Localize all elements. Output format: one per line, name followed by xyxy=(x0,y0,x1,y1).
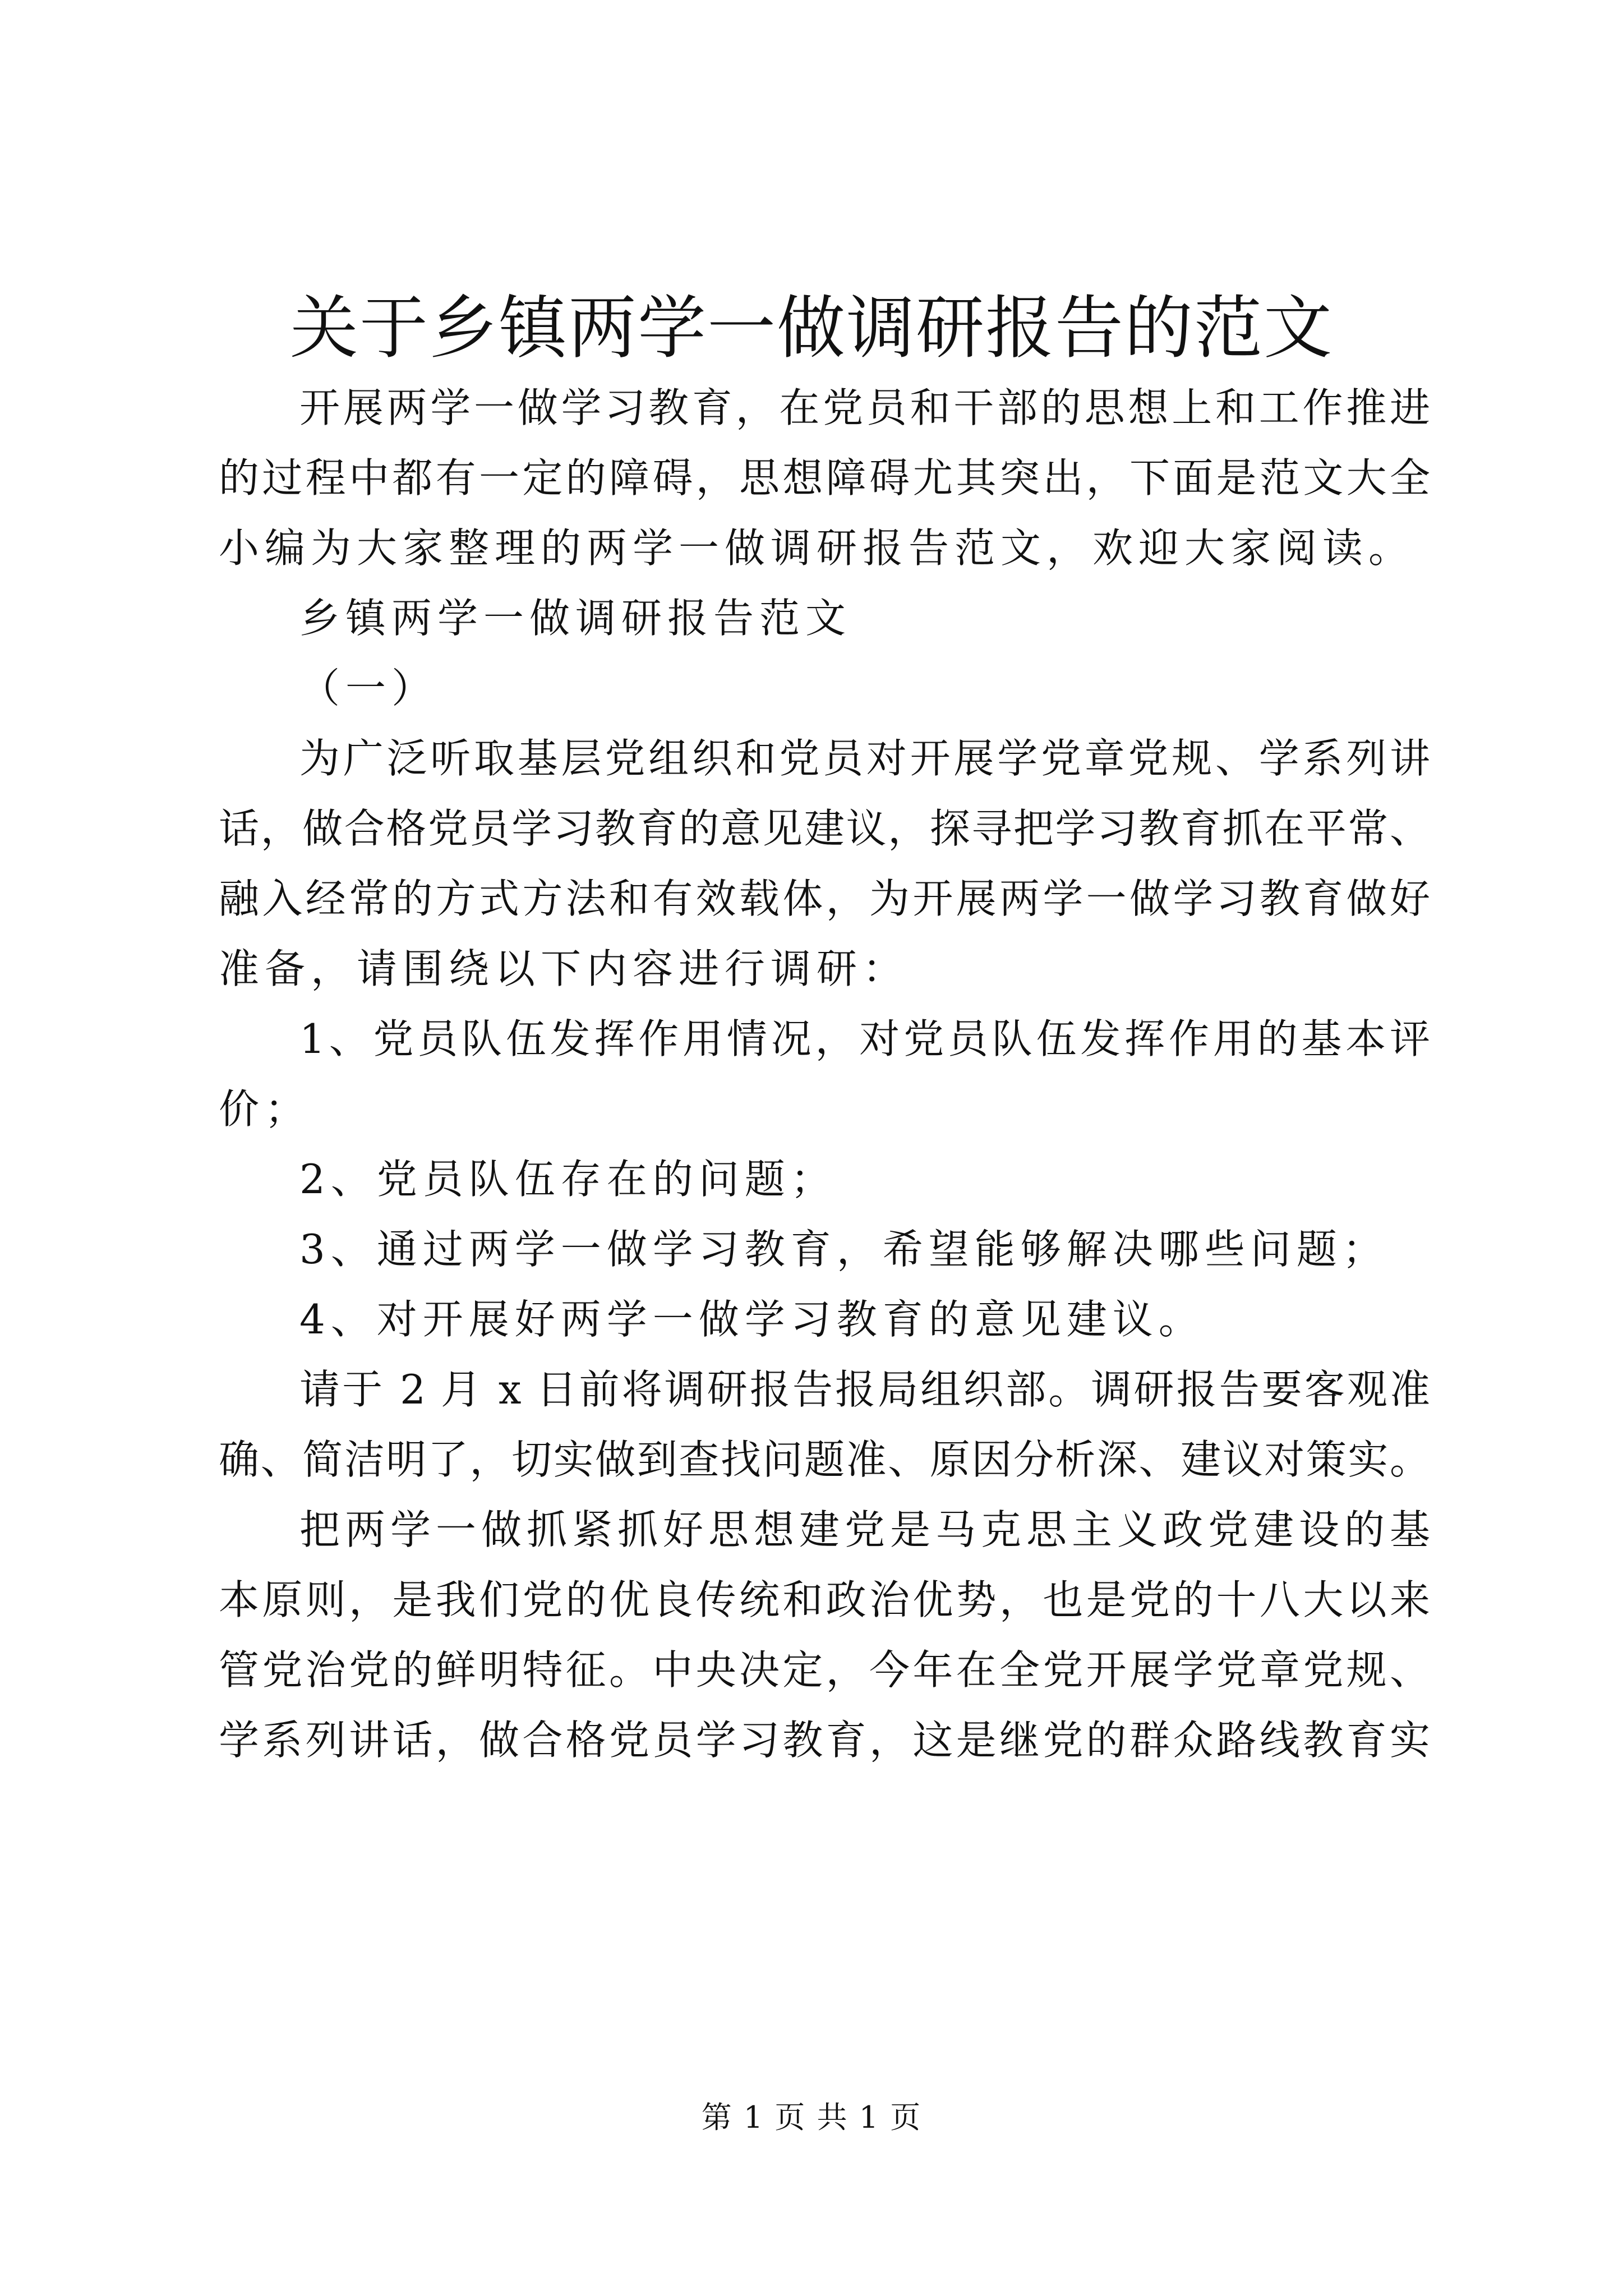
page-footer: 第 1 页 共 1 页 xyxy=(701,2100,922,2135)
document-body xyxy=(219,373,1430,1775)
body-line-19: 管党治党的鲜明特征。中央决定，今年在全党开展学党章党规、 xyxy=(219,1646,1430,1694)
body-line-18: 本原则，是我们党的优良传统和政治优势，也是党的十八大以来 xyxy=(219,1576,1430,1623)
list-item-2: 2、党员队伍存在的问题； xyxy=(299,1156,837,1203)
section-number: （一） xyxy=(299,665,438,712)
list-item-1-line-1: 1、党员队伍发挥作用情况，对党员队伍发挥作用的基本评 xyxy=(299,1015,1430,1062)
body-line-2: 的过程中都有一定的障碍，思想障碍尤其突出，下面是范文大全 xyxy=(219,454,1430,501)
body-line-20: 学系列讲话，做合格党员学习教育，这是继党的群众路线教育实 xyxy=(219,1717,1430,1764)
body-line-8: 融入经常的方式方法和有效载体，为开展两学一做学习教育做好 xyxy=(219,875,1430,922)
body-line-6: 为广泛听取基层党组织和党员对开展学党章党规、学系列讲 xyxy=(299,735,1430,782)
list-item-3: 3、通过两学一做学习教育，希望能够解决哪些问题； xyxy=(299,1226,1389,1273)
list-item-4: 4、对开展好两学一做学习教育的意见建议。 xyxy=(299,1296,1205,1343)
body-line-9: 准备，请围绕以下内容进行调研： xyxy=(219,945,909,992)
body-line-1: 开展两学一做学习教育，在党员和干部的思想上和工作推进 xyxy=(299,384,1430,431)
body-line-15: 请于 2 月 x 日前将调研报告报局组织部。调研报告要客观准 xyxy=(299,1366,1430,1413)
body-line-7: 话，做合格党员学习教育的意见建议，探寻把学习教育抓在平常、 xyxy=(219,805,1430,852)
body-line-17: 把两学一做抓紧抓好思想建党是马克思主义政党建设的基 xyxy=(299,1506,1430,1553)
body-line-3: 小编为大家整理的两学一做调研报告范文，欢迎大家阅读。 xyxy=(219,524,1415,572)
list-item-1-line-2: 价； xyxy=(219,1085,311,1133)
body-line-16: 确、简洁明了，切实做到查找问题准、原因分析深、建议对策实。 xyxy=(219,1436,1430,1483)
section-heading: 乡镇两学一做调研报告范文 xyxy=(299,595,852,642)
document-title: 关于乡镇两学一做调研报告的范文 xyxy=(290,288,1333,368)
